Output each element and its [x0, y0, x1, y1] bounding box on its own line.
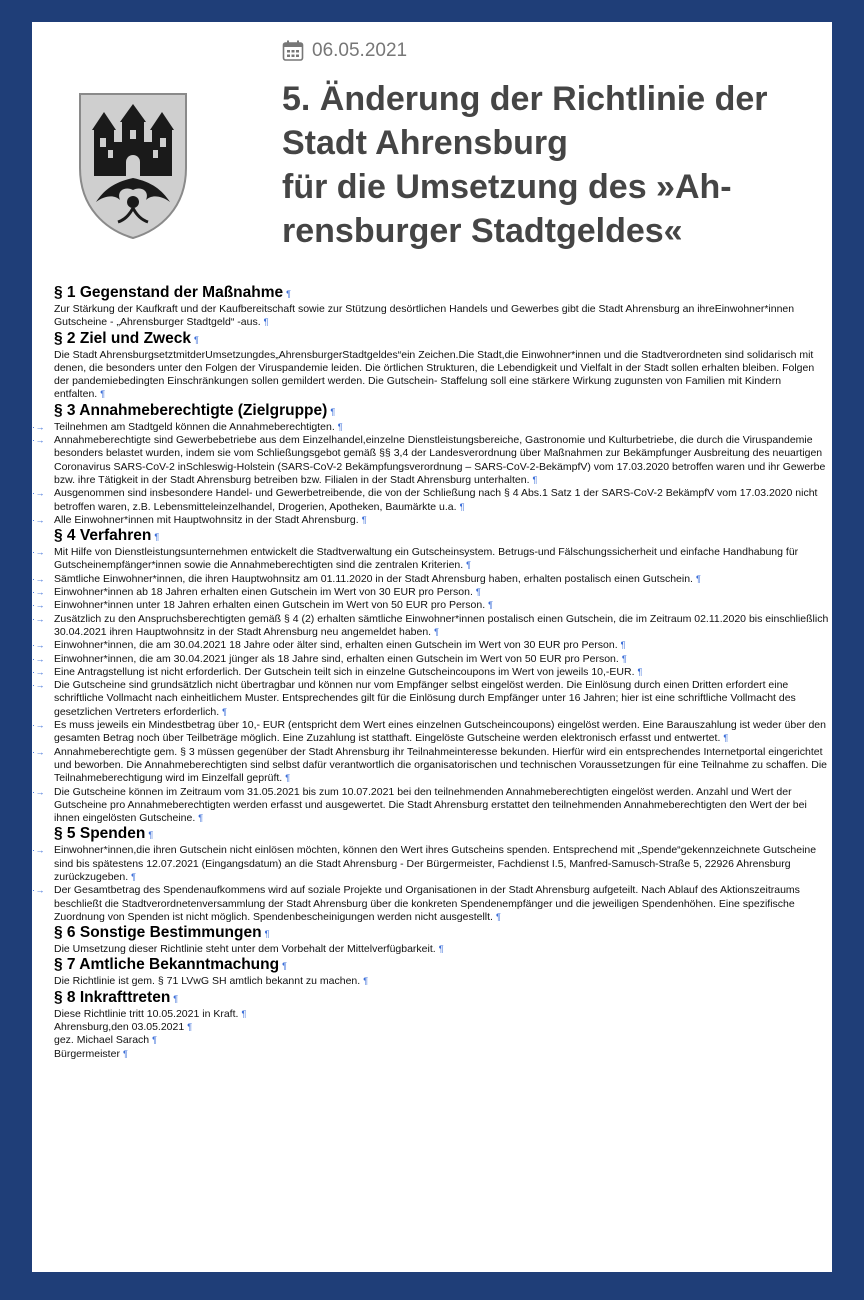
title-line: für die Umsetzung des »Ah-	[282, 168, 732, 206]
pilcrow-mark: ¶	[193, 334, 199, 345]
tab-arrow-mark: · →	[32, 587, 44, 598]
pilcrow-mark: ¶	[148, 830, 154, 841]
tab-arrow-mark: · →	[32, 435, 44, 446]
section-heading	[54, 956, 832, 975]
paragraph-text: Die Stadt AhrensburgsetztmitderUmsetzungdes„AhrensburgerStadtgeldes“ein Zeichen.Die Stadt,die Einwohner*innen und die Stadtverordneten sind solidarisch mit denen, die besonders unter den Folgen der Viruspandemie leiden. Die örtlichen Strukturen, die Lebendigkeit und Vielfalt in der Stadt sollen erhalten bleiben. Folgen der pandemiebedingten Einschränkungen sollen gemildert werden. Die Gutschein- Staffelung soll eine stärkere Wirkung zugunsten von Familien mit Kindern entfalten.	[54, 348, 815, 401]
pilcrow-mark: ¶	[637, 666, 643, 677]
list-item	[32, 612, 832, 640]
section	[32, 956, 832, 988]
section-heading	[54, 825, 832, 844]
tab-arrow-mark: · →	[32, 720, 44, 731]
section-heading-text: § 4 Verfahren	[54, 527, 152, 545]
tab-arrow-mark: · →	[32, 666, 44, 677]
date-row	[282, 40, 407, 62]
paragraph-text: gez. Michael Sarach	[54, 1034, 150, 1047]
pilcrow-mark: ¶	[222, 706, 228, 717]
list-item	[32, 487, 832, 514]
list-item-text: Zusätzlich zu den Anspruchsberechtigten gemäß § 4 (2) erhalten sämtliche Einwohner*innen postalisch einen Gutschein, die im Zeitraum 02.11.2020 bis einschließlich 30.04.2021 ihren Hauptwohnsitz in der Stadt Ahrensburg neu angemeldet haben.	[54, 612, 829, 638]
tab-arrow-mark: · →	[32, 885, 44, 896]
list-item	[32, 513, 832, 527]
pilcrow-mark: ¶	[154, 532, 160, 543]
section-heading	[54, 989, 832, 1008]
list-item	[32, 665, 832, 679]
pilcrow-mark: ¶	[187, 1022, 193, 1033]
tab-arrow-mark: · →	[32, 421, 44, 432]
list-item-text: Annahmeberechtigte gem. § 3 müssen gegenüber der Stadt Ahrensburg ihr Teilnahmeinteresse bekunden. Hierfür wird ein entsprechendes Internetportal eingerichtet und beworben. Die Annahmeberechtigten sind selbst dafür verantwortlich die organisatorischen und technischen Voraussetzungen für eine Teilnahme zu schaffen. Die Teilnahmeberechtigung wird im Einzelfall geprüft.	[54, 745, 828, 785]
list-item	[32, 844, 832, 884]
pilcrow-mark: ¶	[152, 1035, 157, 1046]
list-item	[32, 745, 832, 786]
paragraph-text: Die Richtlinie ist gem. § 71 LVwG SH amtlich bekannt zu machen.	[54, 975, 361, 988]
paragraph-text: Die Umsetzung dieser Richtlinie steht unter dem Vorbehalt der Mittelverfügbarkeit.	[54, 943, 436, 956]
pilcrow-mark: ¶	[282, 961, 287, 972]
section-heading-text: § 6 Sonstige Bestimmungen	[54, 924, 262, 942]
tab-arrow-mark: · →	[32, 845, 44, 856]
list-item	[32, 420, 832, 434]
list-item	[32, 785, 832, 826]
pilcrow-mark: ¶	[122, 1048, 128, 1059]
pilcrow-mark: ¶	[263, 317, 269, 328]
calendar-icon	[282, 40, 304, 62]
title-line: Stadt Ahrensburg	[282, 124, 568, 162]
tab-arrow-mark: · →	[32, 488, 44, 499]
section	[32, 402, 832, 527]
pilcrow-mark: ¶	[620, 640, 626, 651]
tab-arrow-mark: · →	[32, 600, 44, 611]
pilcrow-mark: ¶	[330, 406, 336, 417]
list-item-text: Einwohner*innen,die ihren Gutschein nicht einlösen möchten, können den Wert ihres Gutscheins spenden. Entsprechend mit „Spende“gekennzeichnete Gutscheine sind bis spätestens 12.07.2021 (Eingangsdatum) an die Stadt Ahrensburg - Der Bürgermeister, Fachdienst I.5, Manfred-Samusch-Straße 5, 22926 Ahrensburg zurückzugeben.	[54, 844, 817, 883]
tab-arrow-mark: · →	[32, 746, 44, 757]
pilcrow-mark: ¶	[361, 514, 367, 525]
list-item-text: Der Gesamtbetrag des Spendenaufkommens wird auf soziale Projekte und Organisationen in der Stadt Ahrensburg aufgeteilt. Nach Ablauf des Aktionszeitraums beschließt die Stadtverordnetenversammlung der Stadt Ahrensburg über die konkreten Spendenempfänger und die jeweiligen Spendenhöhen. Eine spezifische Zuordnung von Spenden ist nicht möglich. Spendenbescheinigungen werden nicht ausgestellt.	[54, 884, 800, 923]
section-heading-text: § 2 Ziel und Zweck	[54, 329, 191, 347]
list-item-text: Einwohner*innen ab 18 Jahren erhalten einen Gutschein im Wert von 30 EUR pro Person.	[54, 586, 473, 599]
pilcrow-mark: ¶	[264, 929, 270, 940]
tab-arrow-mark: · →	[32, 573, 44, 584]
section-heading-text: § 8 Inkrafttreten	[54, 988, 171, 1006]
section-heading-text: § 7 Amtliche Bekanntmachung	[54, 956, 280, 974]
coat-of-arms-icon	[74, 90, 192, 240]
tab-arrow-mark: · →	[32, 613, 44, 624]
pilcrow-mark: ¶	[438, 944, 444, 955]
list-item	[32, 599, 832, 612]
list-item-text: Ausgenommen sind insbesondere Handel- und Gewerbetreibende, die von der Schließung nach § 4 Abs.1 Satz 1 der SARS-CoV-2 BekämpfV vom 17.03.2020 nicht betroffen waren, z.B. Lebensmitteleinzelhandel, Drogerien, Apotheken, Baumärkte u.a.	[54, 487, 818, 513]
list-item	[32, 572, 832, 586]
list-item-text: Die Gutscheine können im Zeitraum vom 31.05.2021 bis zum 10.07.2021 bei den teilnehmenden Annahmeberechtigten eingelöst werden. Anzahl und Wert der Gutscheine pro Annahmeberechtigten werden erfasst und ausgewertet. Die Stadt Ahrensburg erstattet den teilnehmenden Annahmeberechtigten den Wert der bei ihnen eingelösten Gutscheine.	[54, 785, 807, 825]
list-item	[32, 546, 832, 573]
paragraph	[54, 975, 832, 988]
title-line: 5. Änderung der Richtlinie der	[282, 80, 768, 118]
document-page	[32, 22, 832, 1272]
title-line: rensburger Stadtgeldes«	[282, 212, 683, 250]
pilcrow-mark: ¶	[173, 993, 179, 1004]
tab-arrow-mark: · →	[32, 514, 44, 525]
pilcrow-mark: ¶	[495, 911, 501, 922]
section	[32, 924, 832, 956]
list-item-text: Eine Antragstellung ist nicht erforderlich. Der Gutschein teilt sich in einzelne Gutscheincoupons im Wert von jeweils 10,-EUR.	[54, 665, 635, 678]
section-heading-text: § 5 Spenden	[54, 825, 146, 843]
pilcrow-mark: ¶	[241, 1008, 247, 1019]
section-heading-text: § 3 Annahmeberechtigte (Zielgruppe)	[54, 401, 328, 419]
pilcrow-mark: ¶	[532, 474, 538, 485]
paragraph-text: Diese Richtlinie tritt 10.05.2021 in Kraft.	[54, 1007, 239, 1020]
pilcrow-mark: ¶	[337, 421, 343, 432]
paragraph	[54, 1021, 832, 1034]
list-item-text: Teilnehmen am Stadtgeld können die Annahmeberechtigten.	[54, 420, 335, 433]
pilcrow-mark: ¶	[695, 573, 701, 584]
pilcrow-mark: ¶	[198, 813, 204, 824]
section-heading-text: § 1 Gegenstand der Maßnahme	[54, 284, 284, 301]
publication-date: 06.05.2021	[312, 40, 408, 61]
list-item	[32, 719, 832, 746]
tab-arrow-mark: · →	[32, 786, 44, 797]
list-item	[32, 639, 832, 652]
document-body	[32, 284, 832, 1061]
section	[32, 527, 832, 825]
paragraph	[54, 1048, 832, 1061]
list-item-text: Alle Einwohner*innen mit Hauptwohnsitz in der Stadt Ahrensburg.	[54, 513, 359, 526]
section-heading	[54, 284, 832, 303]
pilcrow-mark: ¶	[488, 600, 493, 611]
paragraph	[54, 303, 832, 330]
section	[32, 284, 832, 330]
pilcrow-mark: ¶	[434, 626, 439, 637]
section	[32, 825, 832, 924]
list-item-text: Einwohner*innen, die am 30.04.2021 18 Jahre oder älter sind, erhalten einen Gutschein im Wert von 30 EUR pro Person.	[54, 639, 618, 652]
section-heading	[54, 527, 832, 546]
paragraph-text: Zur Stärkung der Kaufkraft und der Kaufbereitschaft sowie zur Stützung desörtlichen Handels und Gewerbes gibt die Stadt Ahrensburg an ihreEinwohner*innen Gutscheine - „Ahrensburger Stadtgeld“ -aus.	[54, 303, 795, 329]
section-heading	[54, 402, 832, 421]
tab-arrow-mark: · →	[32, 547, 44, 558]
list-item-text: Es muss jeweils ein Mindestbetrag über 10,- EUR (entspricht dem Wert eines einzelnen Gutscheincoupons) eingelöst werden. Eine Barauszahlung ist weder über den gesamten Betrag noch über Teilbeträge möglich. Eine Zuzahlung ist statthaft. Eingelöste Gutscheine werden elektronisch erfasst und entwertet.	[54, 719, 826, 745]
list-item-text: Mit Hilfe von Dienstleistungsunternehmen entwickelt die Stadtverwaltung ein Gutscheinsystem. Betrugs-und Fälschungssicherheit und einfache Handhabung für Gutscheinempfänger*innen sowie die Annahmeberechtigten sind die zentralen Kriterien.	[54, 546, 799, 572]
list-item	[32, 434, 832, 487]
tab-arrow-mark: · →	[32, 653, 44, 664]
page-title	[282, 77, 827, 253]
pilcrow-mark: ¶	[723, 733, 729, 744]
pilcrow-mark: ¶	[466, 560, 472, 571]
pilcrow-mark: ¶	[131, 871, 136, 882]
tab-arrow-mark: · →	[32, 680, 44, 691]
pilcrow-mark: ¶	[475, 587, 481, 598]
list-item	[32, 586, 832, 599]
pilcrow-mark: ¶	[459, 501, 465, 512]
list-item-text: Einwohner*innen, die am 30.04.2021 jünger als 18 Jahre sind, erhalten einen Gutschein im Wert von 50 EUR pro Person.	[54, 652, 619, 665]
section	[32, 330, 832, 402]
list-item	[32, 884, 832, 924]
pilcrow-mark: ¶	[100, 389, 106, 400]
list-item-text: Einwohner*innen unter 18 Jahren erhalten einen Gutschein im Wert von 50 EUR pro Person.	[54, 599, 486, 612]
pilcrow-mark: ¶	[285, 773, 291, 784]
list-item	[32, 652, 832, 666]
paragraph	[54, 1034, 832, 1047]
list-item-text: Die Gutscheine sind grundsätzlich nicht übertragbar und können nur vom Empfänger selbst eingelöst werden. Die Einlösung durch einen Dritten erfordert eine schriftliche Vollmacht nach einheitlichem Muster. Entsprechendes gilt für die Einlösung durch Empfänger unter 16 Jahren; hier ist eine schriftliche Vollmacht des gesetzlichen Vertreters erforderlich.	[54, 679, 796, 718]
pilcrow-mark: ¶	[621, 653, 627, 664]
paragraph	[54, 1008, 832, 1021]
section-heading	[54, 330, 832, 349]
pilcrow-mark: ¶	[363, 976, 369, 987]
list-item	[32, 679, 832, 719]
tab-arrow-mark: · →	[32, 640, 44, 651]
paragraph-text: Bürgermeister	[54, 1047, 120, 1060]
paragraph	[54, 349, 832, 402]
section	[32, 989, 832, 1061]
pilcrow-mark: ¶	[286, 289, 291, 299]
section-heading	[54, 924, 832, 943]
list-item-text: Sämtliche Einwohner*innen, die ihren Hauptwohnsitz am 01.11.2020 in der Stadt Ahrensburg haben, erhalten postalisch einen Gutschein.	[54, 572, 693, 585]
paragraph	[54, 943, 832, 956]
list-item-text: Annahmeberechtigte sind Gewerbebetriebe aus dem Einzelhandel,einzelne Dienstleistungsbereiche, Gastronomie und Kulturbetriebe, die durch die Viruspandemie besonders belastet wurden, indem sie vom Schließungsgebot gemäß §§ 3,4 der Landesverordnung über Maßnahmen zur Bekämpfunger Ausbreitung des neuartigen Coronavirus SARS-CoV-2 inSchleswig-Holstein (SARS-CoV-2 Bekämpfungsverordnung – SARS-CoV-2-BekämpfV) vom 17.03.2020 betroffen waren und ihr Gewerbe bzw. ihre Tätigkeit in der Stadt Ahrensburg betreiben bzw. Filialen in der Stadt Ahrensburg unterhalten.	[54, 434, 826, 486]
paragraph-text: Ahrensburg,den 03.05.2021	[54, 1021, 185, 1034]
